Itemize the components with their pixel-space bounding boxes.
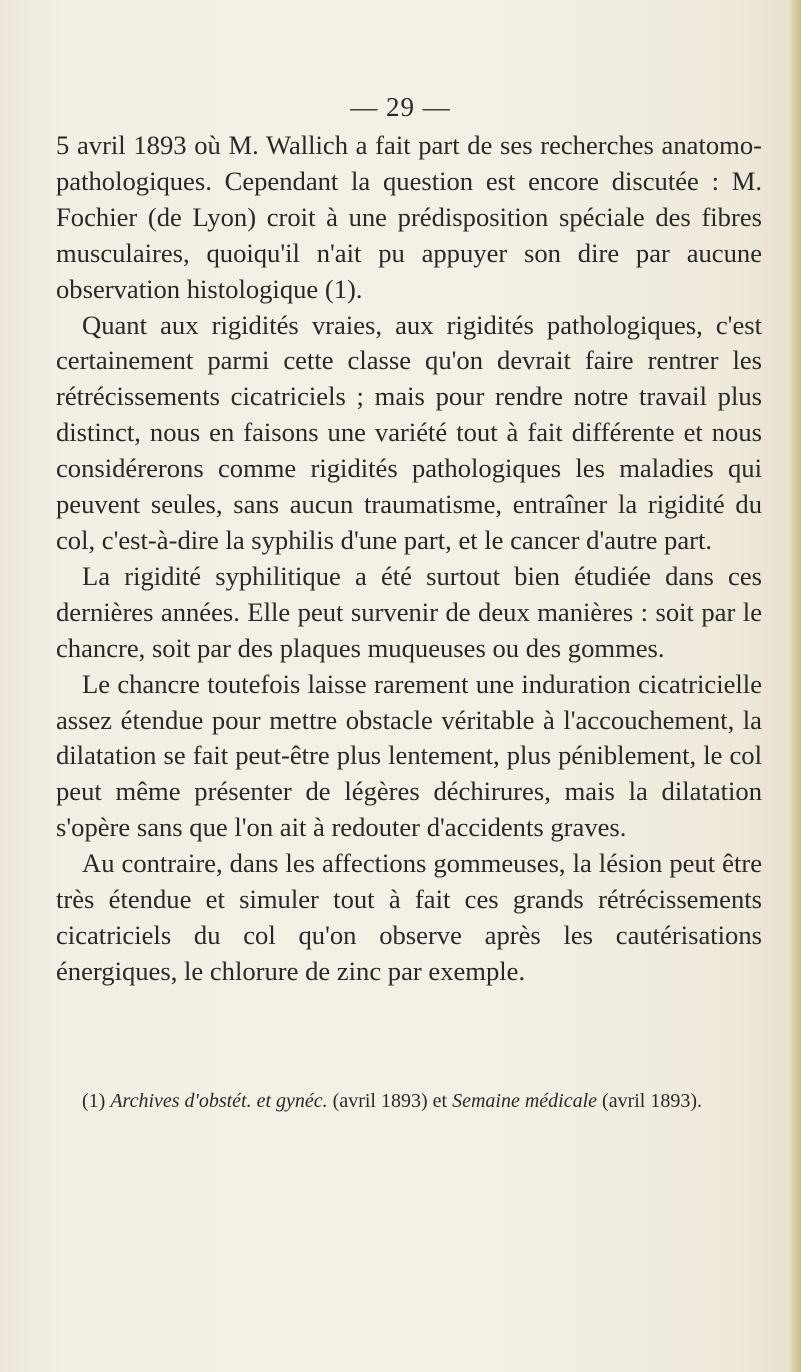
footnote-marker: (1)	[82, 1090, 106, 1112]
page-edge	[789, 0, 801, 1372]
paragraph-3: La rigidité syphilitique a été surtout bien étudiée dans ces dernières années. Elle peut survenir de deux manières : soit par le chancre, soit par des plaques muqueuses ou des gommes.	[56, 560, 762, 663]
footnote-journal-2: Semaine médicale	[452, 1090, 598, 1112]
footnote-journal-1: Archives d'obstét. et gynéc.	[110, 1090, 328, 1112]
footnote	[56, 1090, 762, 1113]
footnote-end: (avril 1893).	[602, 1090, 703, 1112]
paragraph-1: 5 avril 1893 où M. Wallich a fait part de ses recherches anatomo-pathologiques. Cependant la question est encore discutée : M. Fochier (de Lyon) croit à une prédisposition spéciale des fibres musculaires, quoiqu'il n'ait pu appuyer son dire par aucune observation histologique (1).	[56, 130, 762, 304]
paragraph-2: Quant aux rigidités vraies, aux rigidités pathologiques, c'est certainement parmi cette classe qu'on devrait faire rentrer les rétrécissements cicatriciels ; mais pour rendre notre travail plus distinct, nous en faisons une variété tout à fait différente et nous considérerons comme rigidités pathologiques les maladies qui peuvent seules, sans aucun traumatisme, entraîner la rigidité du col, c'est-à-dire la syphilis d'une part, et le cancer d'autre part.	[56, 309, 762, 555]
page-number: — 29 —	[350, 92, 451, 122]
paragraph-4: Le chancre toutefois laisse rarement une induration cicatricielle assez étendue pour mettre obstacle véritable à l'accouchement, la dilatation se fait peut-être plus lentement, plus péniblement, le col peut même présenter de légères déchirures, mais la dilatation s'opère sans que l'on ait à redouter d'accidents graves.	[56, 668, 762, 843]
paragraph-5: Au contraire, dans les affections gommeuses, la lésion peut être très étendue et simuler tout à fait ces grands rétrécissements cicatriciels du col qu'on observe après les cautérisations énergiques, le chlorure de zinc par exemple.	[56, 848, 762, 986]
footnote-middle: (avril 1893) et	[332, 1090, 448, 1112]
body-text	[56, 128, 762, 990]
